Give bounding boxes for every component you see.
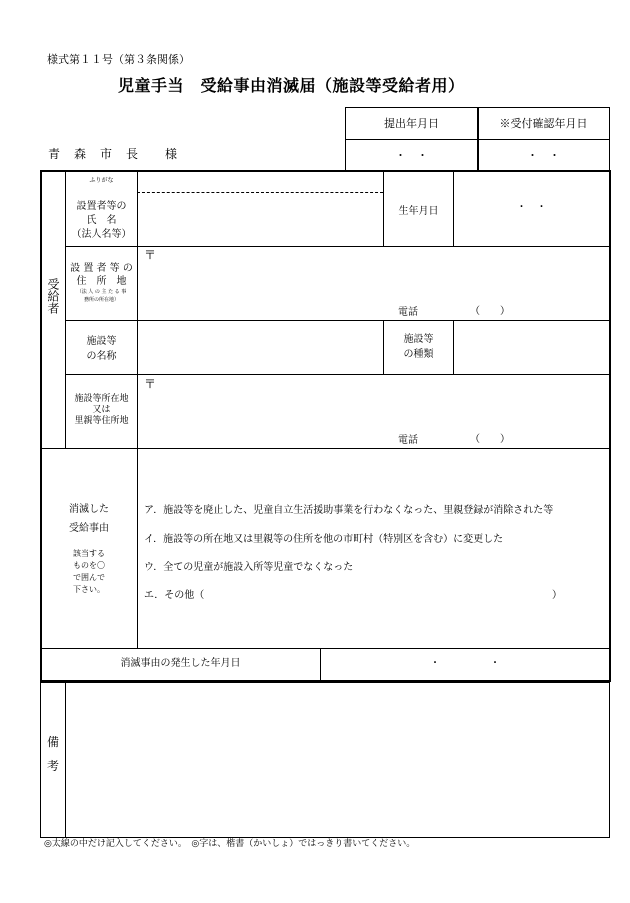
submit-date-field[interactable]: ・ ・ bbox=[395, 149, 428, 162]
furigana-label: ふりがな bbox=[89, 177, 114, 184]
form-number: 様式第１１号（第３条関係） bbox=[47, 53, 190, 66]
reason-instruction: 該当する ものを〇 で囲んで 下さい。 bbox=[73, 549, 105, 594]
postal-mark-2: 〒 bbox=[144, 377, 157, 391]
addressee: 青 森 市 長 様 bbox=[48, 147, 179, 161]
reason-label: 消滅した 受給事由 bbox=[69, 504, 109, 534]
reason-other-close: ） bbox=[552, 590, 562, 601]
receipt-date-label: ※受付確認年月日 bbox=[499, 117, 588, 130]
phone-field-2[interactable]: （ ） bbox=[470, 434, 510, 445]
recipient-section-label: 受給者 bbox=[46, 278, 60, 314]
postal-mark: 〒 bbox=[144, 248, 157, 262]
reason-option-a[interactable]: ア．施設等を廃止した、児童自立生活援助事業を行わなくなった、里親登録が消除された等 bbox=[144, 505, 554, 516]
dob-label: 生年月日 bbox=[398, 206, 439, 217]
phone-label-2: 電話 bbox=[398, 435, 418, 446]
facility-address-label: 施設等所在地 又は 里親等住所地 bbox=[74, 394, 129, 426]
reason-option-u[interactable]: ウ．全ての児童が施設入所等児童でなくなった bbox=[144, 562, 354, 573]
facility-address-field[interactable] bbox=[160, 377, 606, 432]
phone-label: 電話 bbox=[398, 307, 418, 318]
reason-option-e[interactable]: エ．その他（ bbox=[144, 590, 205, 601]
reason-date-label: 消滅事由の発生した年月日 bbox=[120, 658, 241, 669]
submit-date-label: 提出年月日 bbox=[384, 117, 439, 130]
address-field[interactable] bbox=[160, 248, 606, 303]
reason-option-i[interactable]: イ．施設等の所在地又は里親等の住所を他の市町村（特別区を含む）に変更した bbox=[144, 534, 504, 545]
facility-name-label: 施設等 の名称 bbox=[86, 336, 117, 362]
remarks-label: 備 考 bbox=[46, 735, 59, 773]
furigana-field[interactable] bbox=[138, 172, 382, 192]
remarks-field[interactable] bbox=[67, 684, 607, 835]
address-label: 設 置 者 等 の 住 所 地 bbox=[70, 263, 133, 287]
name-label: 設置者等の 氏 名 （法人名等） bbox=[71, 201, 132, 240]
name-field[interactable] bbox=[138, 194, 382, 245]
phone-field[interactable]: （ ） bbox=[470, 306, 510, 317]
reason-date-field[interactable]: ・ ・ bbox=[430, 658, 500, 669]
reason-other-field[interactable] bbox=[212, 588, 548, 604]
facility-name-field[interactable] bbox=[138, 322, 382, 373]
receipt-date-field[interactable]: ・ ・ bbox=[527, 149, 560, 162]
footer-note: ◎太線の中だけ記入してください。 ◎字は、楷書（かいしょ）ではっきり書いてください。 bbox=[44, 839, 416, 849]
address-note: （法 人 の 主 た る 事 務所の所在地） bbox=[76, 289, 127, 303]
form-title: 児童手当 受給事由消滅届（施設等受給者用） bbox=[118, 76, 465, 95]
facility-type-label: 施設等 の種類 bbox=[403, 334, 434, 360]
dob-field[interactable]: ・ ・ bbox=[516, 202, 547, 213]
facility-type-field[interactable] bbox=[454, 322, 608, 373]
